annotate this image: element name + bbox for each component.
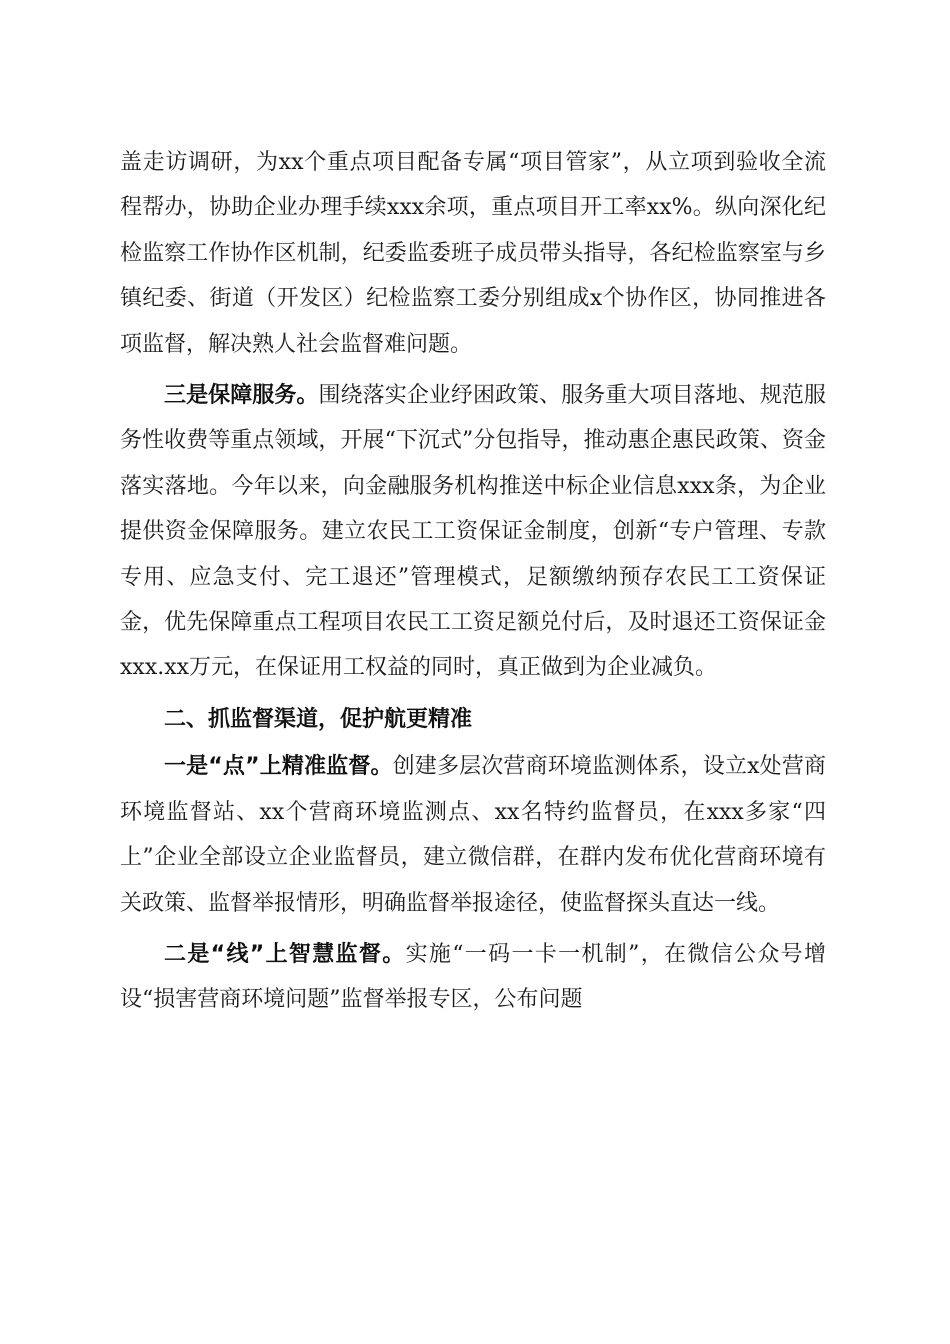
paragraph-lead: 三是保障服务。 (164, 383, 319, 409)
paragraph-lead: 一是“点”上精准监督。 (164, 754, 393, 780)
paragraph-continued (120, 140, 826, 367)
paragraph-text: 围绕落实企业纾困政策、服务重大项目落地、规范服务性收费等重点领域，开展“下沉式”分包指导，推动惠企惠民政策、资金落实落地。今年以来，向金融服务机构推送中标企业信息xxx条，为企业提供资金保障服务。建立农民工工资保证金制度，创新“专户管理、专款专用、应急支付、完工退还”管理模式，足额缴纳预存农民工工资保证金，优先保障重点工程项目农民工工资足额兑付后，及时退还工资保证金xxx.xx万元，在保证用工权益的同时，真正做到为企业减负。 (120, 383, 826, 681)
document-body (120, 140, 826, 1023)
paragraph-guarantee-service (120, 373, 826, 691)
paragraph-text: 创建多层次营商环境监测体系，设立x处营商环境监督站、xx个营商环境监测点、xx名特约监督员，在xxx多家“四上”企业全部设立企业监督员，建立微信群，在群内发布优化营商环境有关政策、监督举报情形，明确监督举报途径，使监督探头直达一线。 (120, 754, 826, 916)
paragraph-text: 实施“一码一卡一机制”，在微信公众号增设“损害营商环境问题”监督举报专区，公布问题 (120, 941, 827, 1013)
paragraph-point-supervision (120, 744, 826, 926)
paragraph-lead: 二是“线”上智慧监督。 (164, 941, 406, 967)
section-heading: 二、抓监督渠道，促护航更精准 (164, 706, 473, 732)
paragraph-line-supervision (120, 932, 826, 1023)
paragraph-text: 盖走访调研，为xx个重点项目配备专属“项目管家”，从立项到验收全流程帮办，协助企业办理手续xxx余项，重点项目开工率xx%。纵向深化纪检监察工作协作区机制，纪委监委班子成员带头指导，各纪检监察室与乡镇纪委、街道（开发区）纪检监察工委分别组成x个协作区，协同推进各项监督，解决熟人社会监督难问题。 (120, 150, 826, 357)
